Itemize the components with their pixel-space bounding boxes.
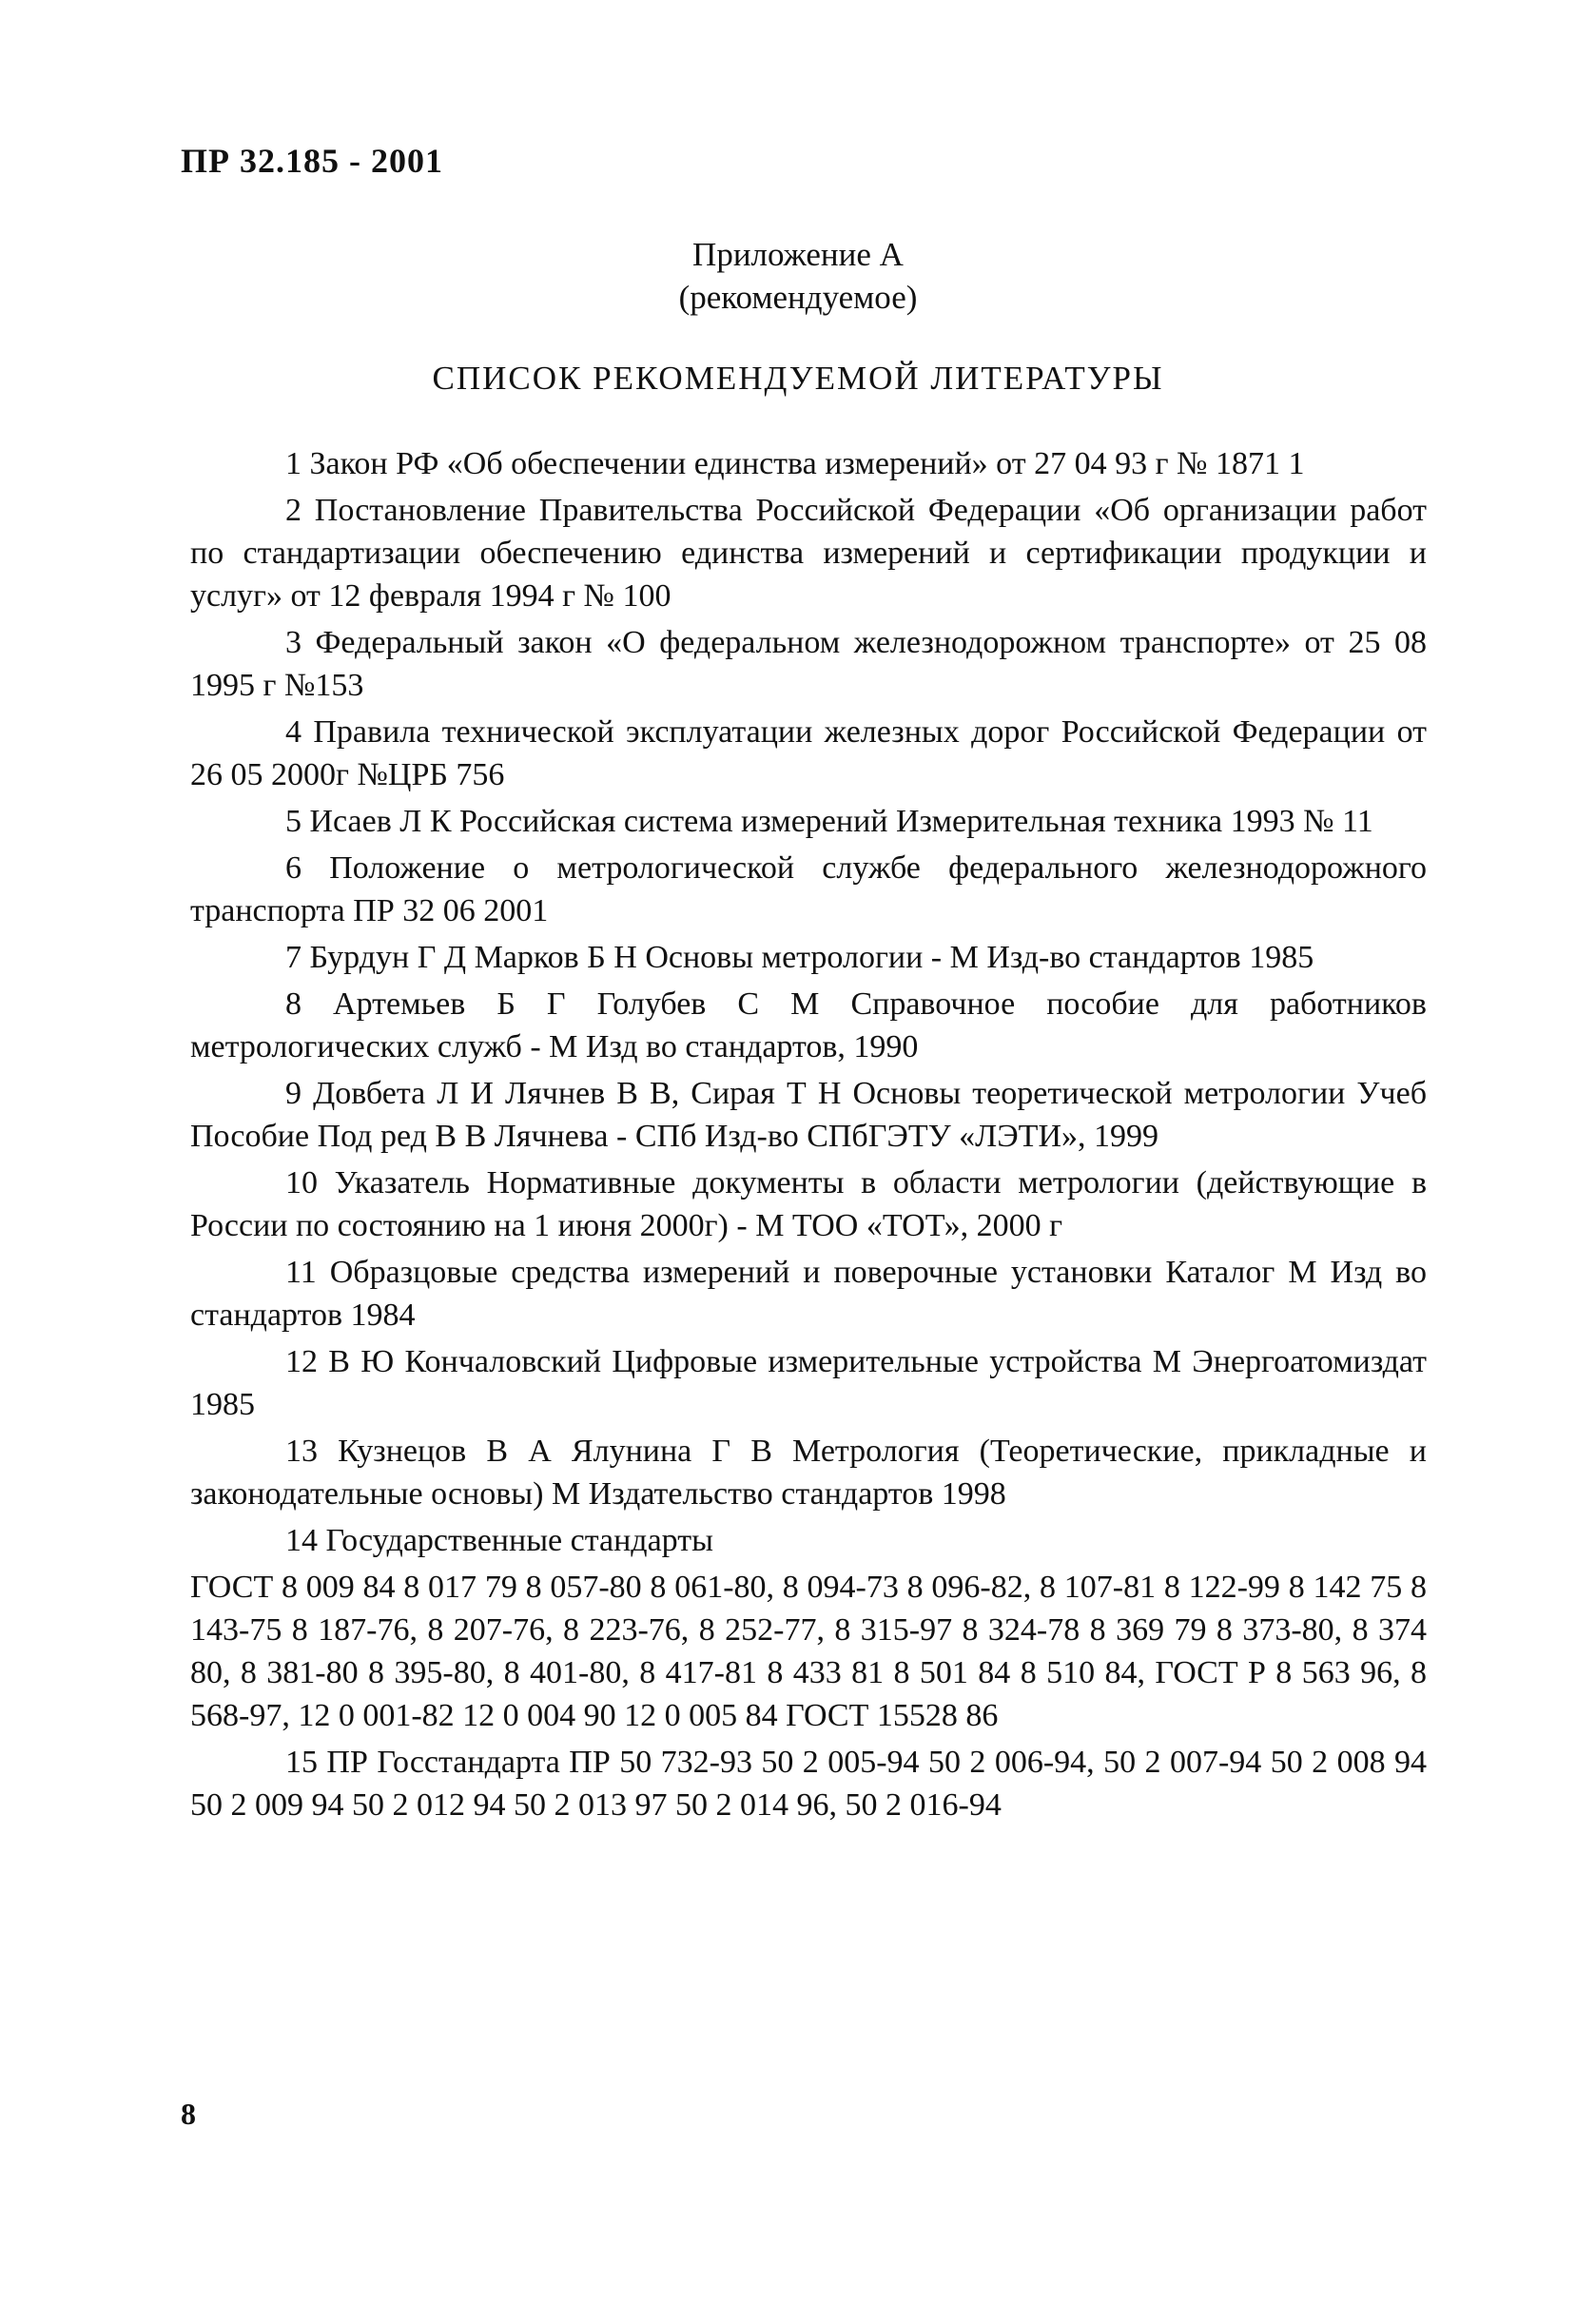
- reference-item: 4 Правила технической эксплуатации железных дорог Российской Федерации от 26 05 2000г №ЦРБ 756: [190, 714, 1427, 792]
- reference-item: 6 Положение о метрологической службе федерального железнодорожного транспорта ПР 32 06 2001: [190, 850, 1427, 928]
- reference-item: 3 Федеральный закон «О федеральном железнодорожном транспорте» от 25 08 1995 г №153: [190, 625, 1427, 703]
- reference-item: 8 Артемьев Б Г Голубев С М Справочное пособие для работников метрологических служб - М Изд во стандартов, 1990: [190, 986, 1427, 1064]
- reference-item: 13 Кузнецов В А Ялунина Г В Метрология (Теоретические, прикладные и законодательные основы) М Издательство стандартов 1998: [190, 1434, 1427, 1512]
- literature-list-title: СПИСОК РЕКОМЕНДУЕМОЙ ЛИТЕРАТУРЫ: [432, 360, 1164, 397]
- reference-item: 1 Закон РФ «Об обеспечении единства измерений» от 27 04 93 г № 1871 1: [285, 446, 1305, 481]
- reference-item: 12 В Ю Кончаловский Цифровые измерительные устройства М Энергоатомиздат 1985: [190, 1344, 1427, 1422]
- reference-item: 9 Довбета Л И Лячнев В В, Сирая Т Н Основы теоретической метрологии Учеб Пособие Под ред В В Лячнева - СПб Изд-во СПбГЭТУ «ЛЭТИ», 1999: [190, 1076, 1427, 1154]
- reference-item: 5 Исаев Л К Российская система измерений Измерительная техника 1993 № 11: [285, 804, 1373, 839]
- reference-item: 10 Указатель Нормативные документы в области метрологии (действующие в России по состоянию на 1 июня 2000г) - М ТОО «ТОТ», 2000 г: [190, 1165, 1427, 1243]
- reference-item: 14 Государственные стандарты: [285, 1523, 713, 1558]
- reference-item: 11 Образцовые средства измерений и поверочные установки Каталог М Изд во стандартов 1984: [190, 1255, 1427, 1333]
- reference-item: 7 Бурдун Г Д Марков Б Н Основы метрологии - М Изд-во стандартов 1985: [285, 940, 1314, 975]
- reference-item: 15 ПР Госстандарта ПР 50 732-93 50 2 005-94 50 2 006-94, 50 2 007-94 50 2 008 94 50 2 009 94 50 2 012 94 50 2 013 97 50 2 014 96, 50 2 016-94: [190, 1745, 1427, 1823]
- appendix-note: (рекомендуемое): [678, 279, 918, 316]
- gost-standards-list: ГОСТ 8 009 84 8 017 79 8 057-80 8 061-80, 8 094-73 8 096-82, 8 107-81 8 122-99 8 142 75 8 143-75 8 187-76, 8 207-76, 8 223-76, 8 252-77, 8 315-97 8 324-78 8 369 79 8 373-80, 8 374 80, 8 381-80 8 395-80, 8 401-80, 8 417-81 8 433 81 8 501 84 8 510 84, ГОСТ Р 8 563 96, 8 568-97, 12 0 001-82 12 0 004 90 12 0 005 84 ГОСТ 15528 86: [190, 1570, 1427, 1733]
- appendix-title: Приложение А: [692, 236, 904, 273]
- reference-list: [190, 442, 1427, 1830]
- document-code: ПР 32.185 - 2001: [181, 142, 443, 180]
- page-number: 8: [181, 2097, 196, 2131]
- reference-item: 2 Постановление Правительства Российской Федерации «Об организации работ по стандартизации обеспечению единства измерений и сертификации продукции и услуг» от 12 февраля 1994 г № 100: [190, 493, 1427, 614]
